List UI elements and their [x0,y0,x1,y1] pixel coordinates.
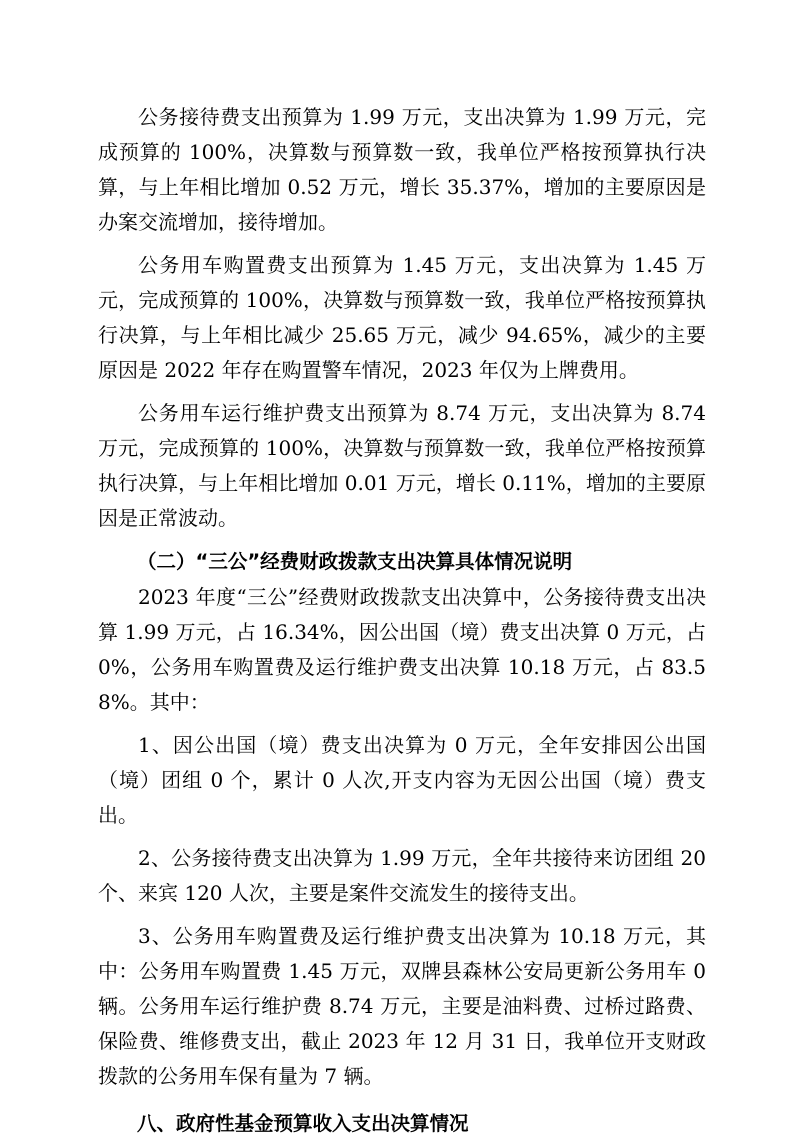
paragraph-summary: 2023 年度“三公”经费财政拨款支出决算中，公务接待费支出决算 1.99 万元，占 16.34%，因公出国（境）费支出决算 0 万元，占 0%，公务用车购置费及运行维护费支出决算 10.18 万元，占 83.58%。其中： [98,585,706,714]
document-body [98,100,706,1142]
paragraph-reception-expense: 公务接待费支出预算为 1.99 万元，支出决算为 1.99 万元，完成预算的 100%，决算数与预算数一致，我单位严格按预算执行决算，与上年相比增加 0.52 万元，增长 35.37%，增加的主要原因是办案交流增加，接待增加。 [98,105,706,234]
paragraph-vehicle-maintenance: 公务用车运行维护费支出预算为 8.74 万元，支出决算为 8.74 万元，完成预算的 100%，决算数与预算数一致，我单位严格按预算执行决算，与上年相比增加 0.01 万元，增长 0.11%，增加的主要原因是正常波动。 [98,401,706,530]
paragraph-overseas-travel: 1、因公出国（境）费支出决算为 0 万元，全年安排因公出国（境）团组 0 个，累计 0 人次,开支内容为无因公出国（境）费支出。 [98,733,706,827]
subheading-three-public-expenses: （二）“三公”经费财政拨款支出决算具体情况说明 [137,550,573,573]
section-heading-government-fund: 八、政府性基金预算收入支出决算情况 [137,1112,469,1135]
paragraph-reception-detail: 2、公务接待费支出决算为 1.99 万元，全年共接待来访团组 20 个、来宾 120 人次，主要是案件交流发生的接待支出。 [98,846,706,905]
paragraph-vehicle-detail: 3、公务用车购置费及运行维护费支出决算为 10.18 万元，其中：公务用车购置费 1.45 万元，双牌县森林公安局更新公务用车 0 辆。公务用车运行维护费 8.74 万元，主要是油料费、过桥过路费、保险费、维修费支出，截止 2023 年 12 月 31 日，我单位开支财政拨款的公务用车保有量为 7 辆。 [98,924,706,1088]
paragraph-vehicle-purchase: 公务用车购置费支出预算为 1.45 万元，支出决算为 1.45 万元，完成预算的 100%，决算数与预算数一致，我单位严格按预算执行决算，与上年相比减少 25.65 万元，减少 94.65%，减少的主要原因是 2022 年存在购置警车情况，2023 年仅为上牌费用。 [98,253,706,382]
